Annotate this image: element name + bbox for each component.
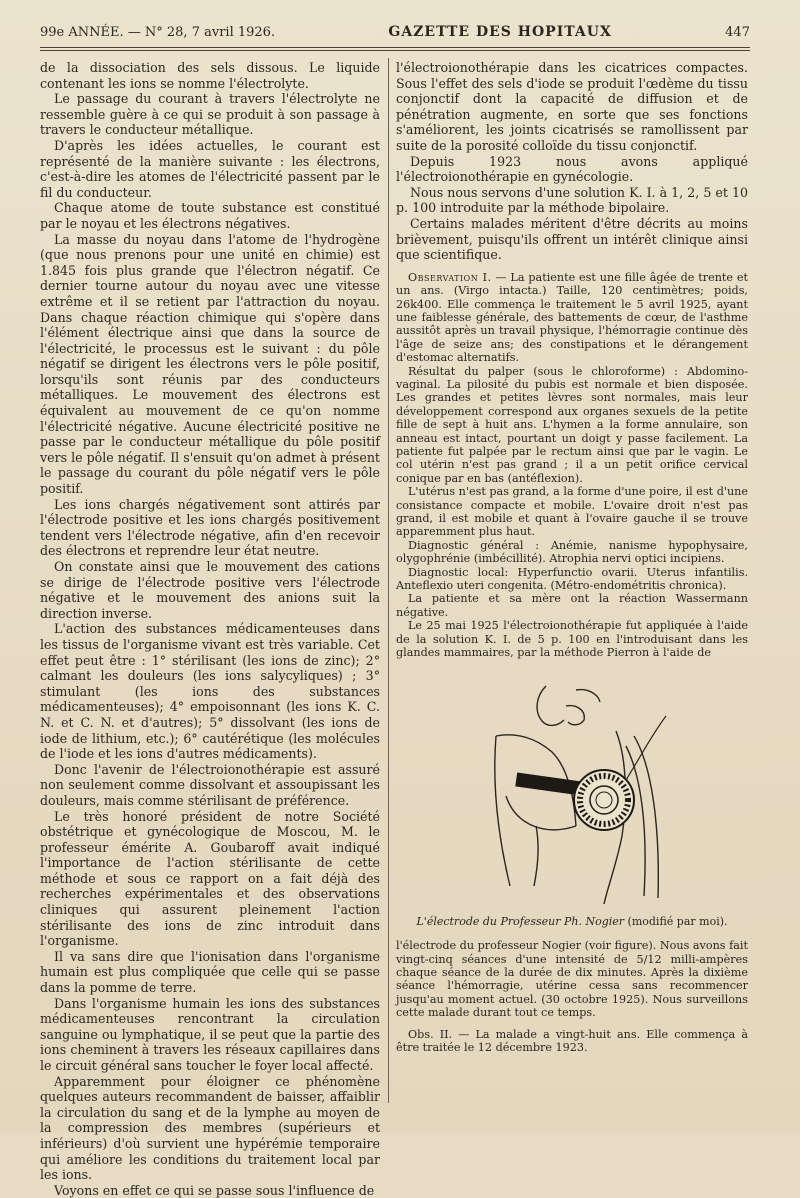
figure-caption: [396, 914, 748, 930]
paragraph: La masse du noyau dans l'atome de l'hydrogène (que nous prenons pour une unité en chimie) est 1.845 fois plus grande que l'électron négatif. Ce dernier tourne autour du noyau avec une vitesse extrême et il se retient par l'attraction du noyau. Dans chaque réaction chimique qui s'opère dans l'élément électrique ainsi que dans la source de l'électricité, le processus est le suivant : du pôle négatif se dirigent les électrons vers le pôle positif, lorsqu'ils sont réunis par des conducteurs métalliques. Le mouvement des électrons est équivalent au mouvement de ce qu'on nomme l'électricité négative. Aucune électricité positive ne passe par le conducteur métallique du pôle positif vers le pôle négatif. Il s'ensuit qu'on admet à présent le passage du courant du pôle négatif vers le pôle positif.: [40, 231, 380, 497]
observation-continuation: [396, 939, 748, 1054]
paragraph: l'électroionothérapie dans les cicatrices compactes. Sous l'effet des sels d'iode se produit l'œdème du tissu conjonctif dont la capacité de diffusion et de pénétration augmente, en sorte que ses fonctions s'améliorent, les joints cicatrisés se ramollissent par suite de la porosité colloïde du tissu conjonctif.: [396, 60, 748, 153]
observation-1: [396, 271, 748, 660]
paragraph: Il va sans dire que l'ionisation dans l'organisme humain est plus compliquée que celle qui se passe dans la pomme de terre.: [40, 948, 380, 996]
paragraph: Diagnostic général : Anémie, nanisme hypophysaire, olygophrénie (imbécillité). Atrophia nervi optici incipiens.: [396, 538, 748, 566]
paragraph: de la dissociation des sels dissous. Le liquide contenant les ions se nomme l'électrolyte.: [40, 60, 380, 91]
paragraph: On constate ainsi que le mouvement des cations se dirige de l'électrode positive vers l'électrode négative et le mouvement des anions suit la direction inverse.: [40, 559, 380, 621]
paragraph: l'électrode du professeur Nogier (voir figure). Nous avons fait vingt-cinq séances d'une intensité de 5/12 milli-ampères chaque séance de la durée de dix minutes. Après la dixième séance l'hémorragie, utérine cessa sans recommencer jusqu'au moment actuel. (30 octobre 1925). Nous surveillons cette malade durant tout ce temps.: [396, 939, 748, 1020]
paragraph: Depuis 1923 nous avons appliqué l'électroionothérapie en gynécologie.: [396, 153, 748, 185]
observation-label: Observation I.: [408, 270, 492, 284]
electrode-figure: [396, 676, 748, 906]
electrode-illustration: [476, 676, 676, 906]
paragraph: La patiente et sa mère ont la réaction Wassermann négative.: [396, 592, 748, 619]
paragraph: Voyons en effet ce qui se passe sous l'influence de: [54, 1182, 375, 1198]
paragraph: Dans l'organisme humain les ions des substances médicamenteuses rencontrant la circulation sanguine ou lymphatique, il se peut que la partie des ions cheminent à travers les réseaux capillaires dans le circuit général sans toucher le foyer local affecté.: [40, 995, 380, 1073]
paragraph: Chaque atome de toute substance est constitué par le noyau et les électrons négatives.: [40, 200, 380, 231]
column-divider: [388, 58, 389, 1103]
paragraph: Apparemment pour éloigner ce phénomène quelques auteurs recommandent de baisser, affaiblir la circulation du sang et de la lymphe au moyen de la compression des membres (supérieurs et inférieurs) d'où survient une hypérémie temporaire qui améliore les conditions du traitement local par les ions.: [40, 1073, 380, 1183]
header-rule-double: [40, 50, 750, 51]
paragraph: Nous nous servons d'une solution K. I. à 1, 2, 5 et 10 p. 100 introduite par la méthode bipolaire.: [396, 184, 748, 216]
paragraph: L'action des substances médicamenteuses dans les tissus de l'organisme vivant est très variable. Cet effet peut être : 1° stérilisant (les ions de zinc); 2° calmant les douleurs (les ions salycyliques) ; 3° stimulant (les ions des substances médicamenteuses); 4° empoisonnant (les ions K. C. N. et C. N. et d'autres); 5° dissolvant (les ions de iode de lithium, etc.); 6° cautérétique (les molécules de l'iode et les ions d'autres médicaments).: [40, 621, 380, 762]
journal-title: GAZETTE DES HOPITAUX: [388, 24, 612, 40]
paragraph: Résultat du palper (sous le chloroforme) : Abdomino-vaginal. La pilosité du pubis est normale et bien disposée. Les grandes et petites lèvres sont normales, mais leur développement correspond aux organes sexuels de la petite fille de sept à huit ans. L'hymen a la forme annulaire, son anneau est intact, pourtant un doigt y passe facilement. La patiente fut palpée par le rectum ainsi que par le vagin. Le col utérin n'est pas grand ; il a un petit orifice cervical conique par en bas (antéflexion).: [396, 364, 748, 485]
caption-title: L'électrode du Professeur Ph. Nogier: [416, 914, 625, 928]
paragraph: Le passage du courant à travers l'électrolyte ne ressemble guère à ce qui se produit à son passage à travers le conducteur métallique.: [40, 91, 380, 138]
left-column: [40, 60, 380, 1198]
paragraph: Obs. II. — La malade a vingt-huit ans. Elle commença à être traitée le 12 décembre 1923.: [396, 1027, 748, 1054]
paragraph: D'après les idées actuelles, le courant est représenté de la manière suivante : les électrons, c'est-à-dire les atomes de l'électricité passent par le fil du conducteur.: [40, 137, 380, 200]
observation-text: — La patiente est une fille âgée de trente et un ans. (Virgo intacta.) Taille, 120 centimètres; poids, 26k400. Elle commença le traitement le 5 avril 1925, ayant une faiblesse générale, des battements de cœur, de l'asthme aussitôt après un travail physique, l'hémorragie continue dès l'âge de seize ans; des constipations et le dérangement d'estomac alternatifs.: [396, 270, 748, 365]
page-header: [40, 24, 750, 46]
paragraph: Les ions chargés négativement sont attirés par l'électrode positive et les ions chargés positivement tendent vers l'électrode négative, afin d'en recevoir des électrons et reprendre leur état neutre.: [40, 496, 380, 559]
header-rule: [40, 47, 750, 48]
paragraph: Le 25 mai 1925 l'électroionothérapie fut appliquée à l'aide de la solution K. I. de 5 p. 100 en l'introduisant dans les glandes mammaires, par la méthode Pierron à l'aide de: [396, 619, 748, 660]
observation-intro: [396, 271, 748, 365]
paragraph: Diagnostic local: Hyperfunctio ovarii. Uterus infantilis. Anteflexio uteri congenita. (Métro-endométritis chronica).: [396, 565, 748, 593]
paragraph: Certains malades méritent d'être décrits au moins brièvement, puisqu'ils offrent un intérêt clinique ainsi que scientifique.: [396, 215, 748, 263]
caption-note: (modifié par moi).: [624, 914, 728, 928]
paragraph: L'utérus n'est pas grand, a la forme d'une poire, il est d'une consistance compacte et mobile. L'ovaire droit n'est pas grand, il est mobile et quant à l'ovaire gauche il se trouve apparemment plus haut.: [396, 485, 748, 539]
issue-info: 99e ANNÉE. — N° 28, 7 avril 1926.: [40, 25, 276, 40]
paragraph: Donc l'avenir de l'électroionothérapie est assuré non seulement comme dissolvant et assoupissant les douleurs, mais comme stérilisant de préférence.: [40, 761, 380, 808]
page-number: 447: [725, 25, 750, 40]
right-column: [396, 60, 748, 1054]
paragraph: Le très honoré président de notre Société obstétrique et gynécologique de Moscou, M. le professeur émérite A. Goubaroff avait indiqué l'importance de l'action stérilisante de cette méthode et sous ce rapport on a fait déjà des recherches expérimentales et des observations cliniques qui assurent pleinement l'action stérilisante des ions de zinc introduit dans l'organisme.: [40, 808, 380, 949]
